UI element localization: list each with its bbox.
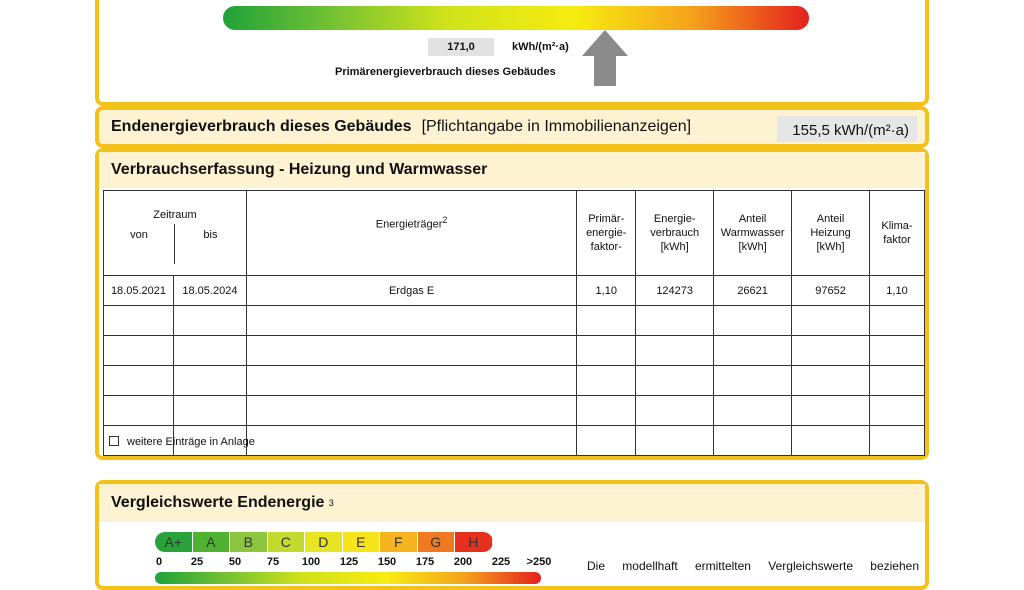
header-line: faktor: [883, 234, 911, 246]
table-cell: [577, 396, 636, 426]
table-cell: [714, 336, 792, 366]
table-cell: [173, 336, 246, 366]
header-line: Klima-: [881, 220, 913, 232]
scale-tick-label: 25: [190, 556, 204, 568]
table-cell: 97652: [792, 276, 870, 306]
table-cell: [636, 366, 714, 396]
table-cell: 18.05.2021: [104, 276, 174, 306]
header-warmwasser: [714, 191, 792, 276]
end-energy-panel: [95, 106, 929, 148]
header-line: [kWh]: [738, 241, 767, 253]
table-cell: [792, 336, 870, 366]
table-cell: [246, 336, 576, 366]
comparison-panel: [95, 480, 929, 590]
table-cell: [870, 306, 925, 336]
efficiency-class: D: [305, 532, 343, 552]
header-zeitraum: [104, 191, 247, 276]
efficiency-class: H: [455, 532, 493, 552]
scale-tick-label: 175: [415, 556, 435, 568]
header-line: Anteil: [816, 213, 845, 225]
table-cell: [636, 306, 714, 336]
table-cell: [636, 396, 714, 426]
primary-energy-panel: [95, 0, 929, 106]
table-row: [104, 306, 925, 336]
header-line: energie-: [586, 227, 627, 239]
header-line: Heizung: [810, 227, 851, 239]
table-cell: [870, 396, 925, 426]
table-cell: 1,10: [577, 276, 636, 306]
header-klimafaktor: [870, 191, 925, 276]
primary-energy-value: 171,0: [428, 38, 494, 56]
checkbox-icon[interactable]: [109, 436, 119, 446]
comparison-title-text: Vergleichswerte Endenergie: [111, 494, 325, 511]
scale-tick-label: 50: [228, 556, 242, 568]
header-heizung: [792, 191, 870, 276]
table-cell: [246, 366, 576, 396]
footnote-3: 3: [328, 498, 334, 508]
header-von: von: [104, 224, 175, 264]
table-cell: [246, 396, 576, 426]
efficiency-class-scale: [155, 532, 493, 552]
efficiency-class: F: [380, 532, 418, 552]
efficiency-class: B: [230, 532, 268, 552]
table-cell: [792, 396, 870, 426]
table-cell: [104, 306, 174, 336]
table-cell: [173, 306, 246, 336]
consumption-title: Verbrauchserfassung - Heizung und Warmwasser: [99, 152, 925, 188]
header-line: faktor-: [590, 241, 622, 253]
header-line: [kWh]: [816, 241, 845, 253]
table-cell: [714, 396, 792, 426]
more-entries-label: weitere Einträge in Anlage: [127, 436, 255, 448]
table-cell: 18.05.2024: [173, 276, 246, 306]
table-header-row: [104, 191, 925, 276]
table-cell: [577, 306, 636, 336]
consumption-panel: [95, 148, 929, 460]
scale-ticks: [149, 556, 552, 570]
table-cell: [104, 366, 174, 396]
primary-energy-unit: kWh/(m²·a): [512, 41, 569, 53]
comparison-title: [99, 484, 925, 522]
efficiency-class: E: [343, 532, 381, 552]
comparison-text: Die modellhaft ermittelten Vergleichswerte beziehen: [587, 559, 919, 573]
scale-tick-label: 100: [301, 556, 321, 568]
table-cell: 124273: [636, 276, 714, 306]
table-cell: [104, 336, 174, 366]
scale-tick-label: >250: [526, 556, 552, 568]
scale-tick-label: 150: [377, 556, 397, 568]
table-cell: [246, 426, 576, 456]
consumption-table: [103, 190, 925, 456]
table-row: [104, 276, 925, 306]
table-row: [104, 336, 925, 366]
efficiency-class: C: [268, 532, 306, 552]
scale-tick-label: 75: [266, 556, 280, 568]
table-row: [104, 396, 925, 426]
header-line: verbrauch: [650, 227, 700, 239]
efficiency-class: G: [418, 532, 456, 552]
header-line: Anteil: [738, 213, 767, 225]
table-cell: [636, 336, 714, 366]
table-cell: [870, 366, 925, 396]
header-energieverbrauch: [636, 191, 714, 276]
up-arrow-icon: [582, 30, 628, 86]
table-cell: [792, 306, 870, 336]
table-cell: [870, 426, 925, 456]
table-cell: [246, 306, 576, 336]
table-row: [104, 366, 925, 396]
footnote-2: 2: [442, 215, 448, 225]
table-cell: [792, 426, 870, 456]
table-cell: [577, 336, 636, 366]
more-entries[interactable]: [109, 436, 255, 448]
primary-energy-caption: Primärenergieverbrauch dieses Gebäudes: [335, 66, 556, 78]
table-cell: [173, 366, 246, 396]
scale-tick-label: 225: [491, 556, 511, 568]
header-energietraeger: [246, 191, 576, 276]
table-cell: [577, 426, 636, 456]
table-cell: [636, 426, 714, 456]
end-energy-value: 155,5 kWh/(m²·a): [777, 116, 917, 142]
end-energy-note: [Pflichtangabe in Immobilienanzeigen]: [421, 118, 692, 135]
table-body: [104, 276, 925, 456]
table-cell: [714, 306, 792, 336]
scale-tick-label: 0: [155, 556, 163, 568]
table-cell: [870, 336, 925, 366]
end-energy-title: Endenergieverbrauch dieses Gebäudes: [111, 118, 412, 135]
efficiency-class: A+: [155, 532, 193, 552]
comparison-scale-bar: [155, 572, 541, 584]
efficiency-class: A: [193, 532, 231, 552]
header-bis: bis: [203, 229, 218, 241]
header-line: [kWh]: [660, 241, 689, 253]
table-cell: [714, 426, 792, 456]
table-cell: 1,10: [870, 276, 925, 306]
scale-tick-label: 125: [339, 556, 359, 568]
table-cell: [577, 366, 636, 396]
header-energietraeger-label: Energieträger: [375, 218, 443, 231]
scale-tick-label: 200: [453, 556, 473, 568]
energy-scale-bar: [223, 6, 809, 30]
table-cell: Erdgas E: [246, 276, 576, 306]
header-line: Energie-: [653, 213, 696, 225]
table-cell: [104, 396, 174, 426]
table-cell: [792, 366, 870, 396]
table-cell: [714, 366, 792, 396]
header-primaerfaktor: [577, 191, 636, 276]
header-zeitraum-label: Zeitraum: [153, 209, 197, 221]
header-line: Warmwasser: [720, 227, 785, 239]
table-cell: [173, 396, 246, 426]
table-cell: 26621: [714, 276, 792, 306]
header-line: Primär-: [588, 213, 625, 225]
